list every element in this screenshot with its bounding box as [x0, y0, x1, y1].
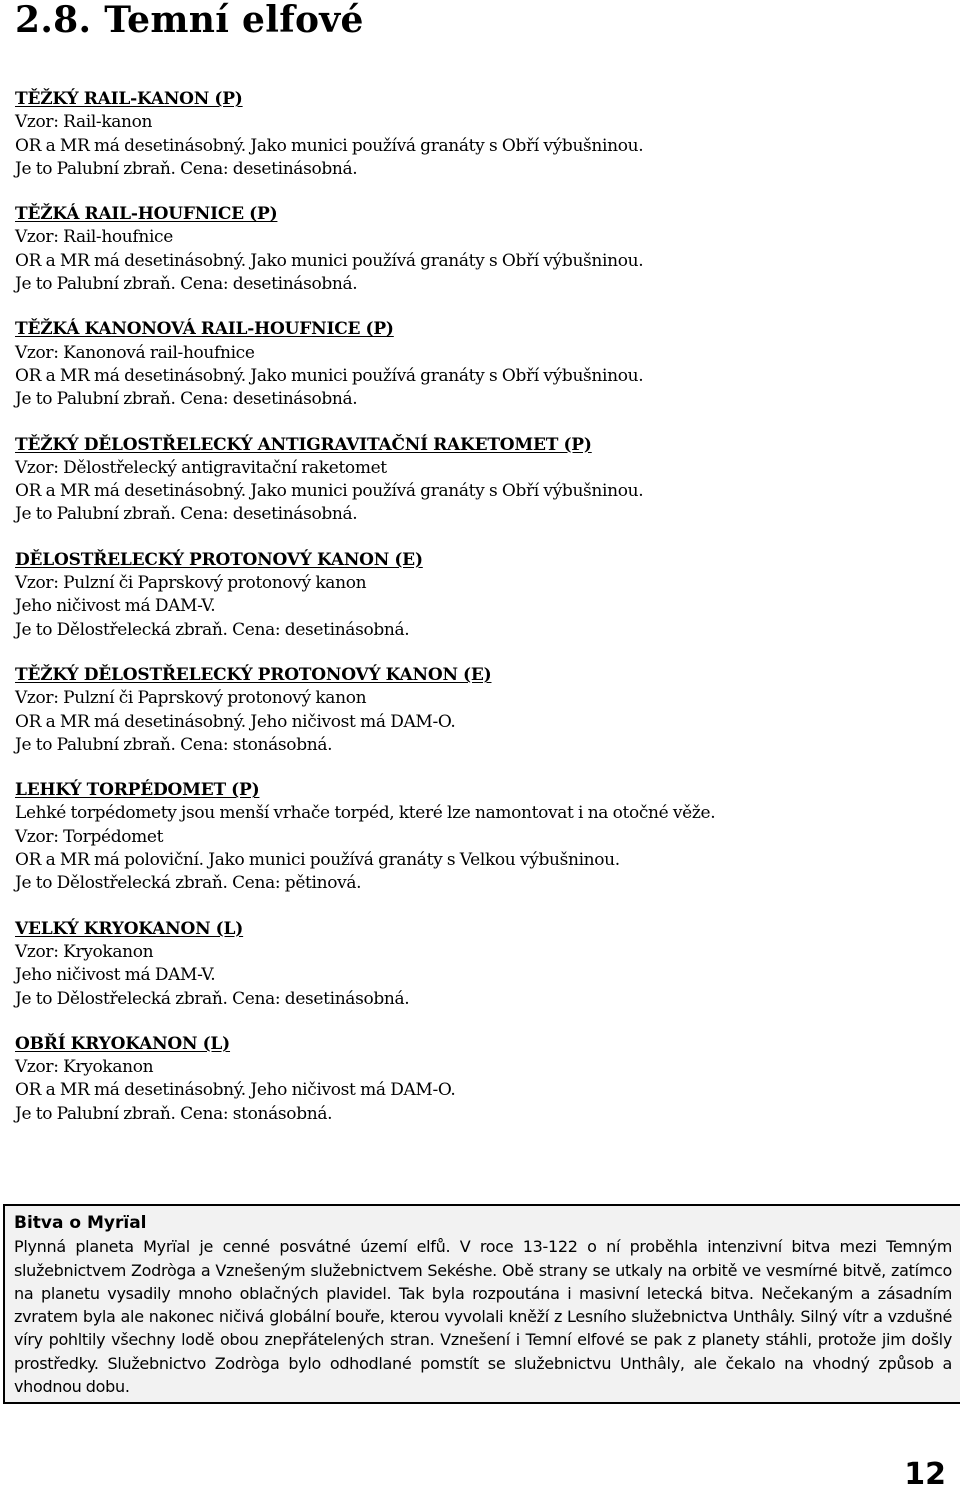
weapon-detail-line: Vzor: Kryokanon	[15, 1057, 154, 1078]
weapon-detail-line: OR a MR má desetinásobný. Jako munici používá granáty s Obří výbušninou.	[15, 481, 644, 502]
weapon-detail-line: Jeho ničivost má DAM-V.	[15, 596, 216, 617]
weapon-entry	[15, 1033, 945, 1126]
page-number: 12	[904, 1457, 946, 1492]
weapon-detail-line: OR a MR má desetinásobný. Jeho ničivost má DAM-O.	[15, 711, 456, 732]
weapon-detail-line: Vzor: Torpédomet	[15, 826, 164, 847]
weapon-heading: TĚŽKÁ KANONOVÁ RAIL-HOUFNICE (P)	[15, 319, 394, 340]
weapon-detail-line: OR a MR má poloviční. Jako munici používá granáty s Velkou výbušninou.	[15, 850, 620, 871]
weapon-heading: DĚLOSTŘELECKÝ PROTONOVÝ KANON (E)	[15, 549, 423, 570]
weapon-entry	[15, 88, 945, 181]
weapon-detail-line: Je to Dělostřelecká zbraň. Cena: desetinásobná.	[15, 619, 410, 640]
weapon-entry	[15, 318, 945, 411]
weapon-entry	[15, 549, 945, 642]
weapon-detail-line: Je to Palubní zbraň. Cena: desetinásobná.	[15, 158, 358, 179]
weapon-detail-line: Je to Dělostřelecká zbraň. Cena: desetinásobná.	[15, 988, 410, 1009]
weapon-detail-line: Lehké torpédomety jsou menší vrhače torpéd, které lze namontovat i na otočné věže.	[15, 803, 716, 824]
weapon-detail-line: Je to Palubní zbraň. Cena: desetinásobná.	[15, 504, 358, 525]
weapon-heading: VELKÝ KRYOKANON (L)	[15, 918, 244, 939]
weapon-heading: TĚŽKÝ DĚLOSTŘELECKÝ PROTONOVÝ KANON (E)	[15, 664, 492, 685]
sidebar-text: Plynná planeta Myrïal je cenné posvátné území elfů. V roce 13-122 o ní proběhla intenzivní bitva mezi Temným služebnictvem Zodròga a Vznešeným služebnictvem Sekéshe. Obě strany se utkaly na orbitě ve vesmírné bitvě, zatímco na planetu vysadily mnoho oblačných plavidel. Tak byla rozpoutána i masivní letecká bitva. Nečekaným a zásadním zvratem byla ale nakonec ničivá globální bouře, kterou vyvolali kněží z Lesního služebnictva Unthâly. Silný vítr a vzdušné víry pohltily všechny lodě obou znepřátelených stran. Vznešení i Temní elfové se pak z planety stáhli, protože jim došly prostředky. Služebnictvo Zodròga bylo odhodlané pomstít se služebnictvu Unthâly, ale čekalo na vhodný způsob a vhodnou dobu.	[14, 1237, 952, 1397]
weapon-heading: TĚŽKÝ RAIL-KANON (P)	[15, 89, 243, 109]
weapon-detail-line: Vzor: Pulzní či Paprskový protonový kanon	[15, 573, 367, 594]
sidebar-title: Bitva o Myrïal	[14, 1213, 147, 1233]
weapon-detail-line: Je to Palubní zbraň. Cena: desetinásobná.	[15, 389, 358, 410]
weapon-detail-line: Je to Dělostřelecká zbraň. Cena: pětinová.	[15, 873, 362, 894]
weapon-detail-line: Vzor: Rail-houfnice	[15, 227, 173, 248]
weapon-heading: TĚŽKÝ DĚLOSTŘELECKÝ ANTIGRAVITAČNÍ RAKETOMET (P)	[15, 434, 592, 455]
weapon-detail-line: Je to Palubní zbraň. Cena: desetinásobná.	[15, 274, 358, 295]
weapon-entry	[15, 203, 945, 296]
weapon-detail-line: Vzor: Kanonová rail-houfnice	[15, 342, 255, 363]
weapon-entries	[15, 88, 945, 1148]
weapon-detail-line: Vzor: Rail-kanon	[15, 112, 153, 133]
weapon-detail-line: Vzor: Kryokanon	[15, 941, 154, 962]
weapon-detail-line: OR a MR má desetinásobný. Jeho ničivost má DAM-O.	[15, 1080, 456, 1101]
page-title: 2.8. Temní elfové	[15, 0, 364, 41]
weapon-detail-line: OR a MR má desetinásobný. Jako munici používá granáty s Obří výbušninou.	[15, 365, 644, 386]
weapon-entry	[15, 918, 945, 1011]
sidebar-box	[3, 1204, 960, 1404]
weapon-detail-line: Vzor: Dělostřelecký antigravitační raketomet	[15, 457, 387, 478]
weapon-detail-line: Je to Palubní zbraň. Cena: stonásobná.	[15, 734, 333, 755]
weapon-detail-line: Je to Palubní zbraň. Cena: stonásobná.	[15, 1103, 333, 1124]
weapon-detail-line: Jeho ničivost má DAM-V.	[15, 965, 216, 986]
weapon-entry	[15, 664, 945, 757]
weapon-heading: TĚŽKÁ RAIL-HOUFNICE (P)	[15, 204, 278, 225]
weapon-detail-line: OR a MR má desetinásobný. Jako munici používá granáty s Obří výbušninou.	[15, 250, 644, 271]
weapon-detail-line: OR a MR má desetinásobný. Jako munici používá granáty s Obří výbušninou.	[15, 135, 644, 156]
weapon-detail-line: Vzor: Pulzní či Paprskový protonový kanon	[15, 688, 367, 709]
weapon-heading: LEHKÝ TORPÉDOMET (P)	[15, 780, 260, 801]
weapon-heading: OBŘÍ KRYOKANON (L)	[15, 1033, 231, 1054]
weapon-entry	[15, 779, 945, 895]
weapon-entry	[15, 434, 945, 527]
